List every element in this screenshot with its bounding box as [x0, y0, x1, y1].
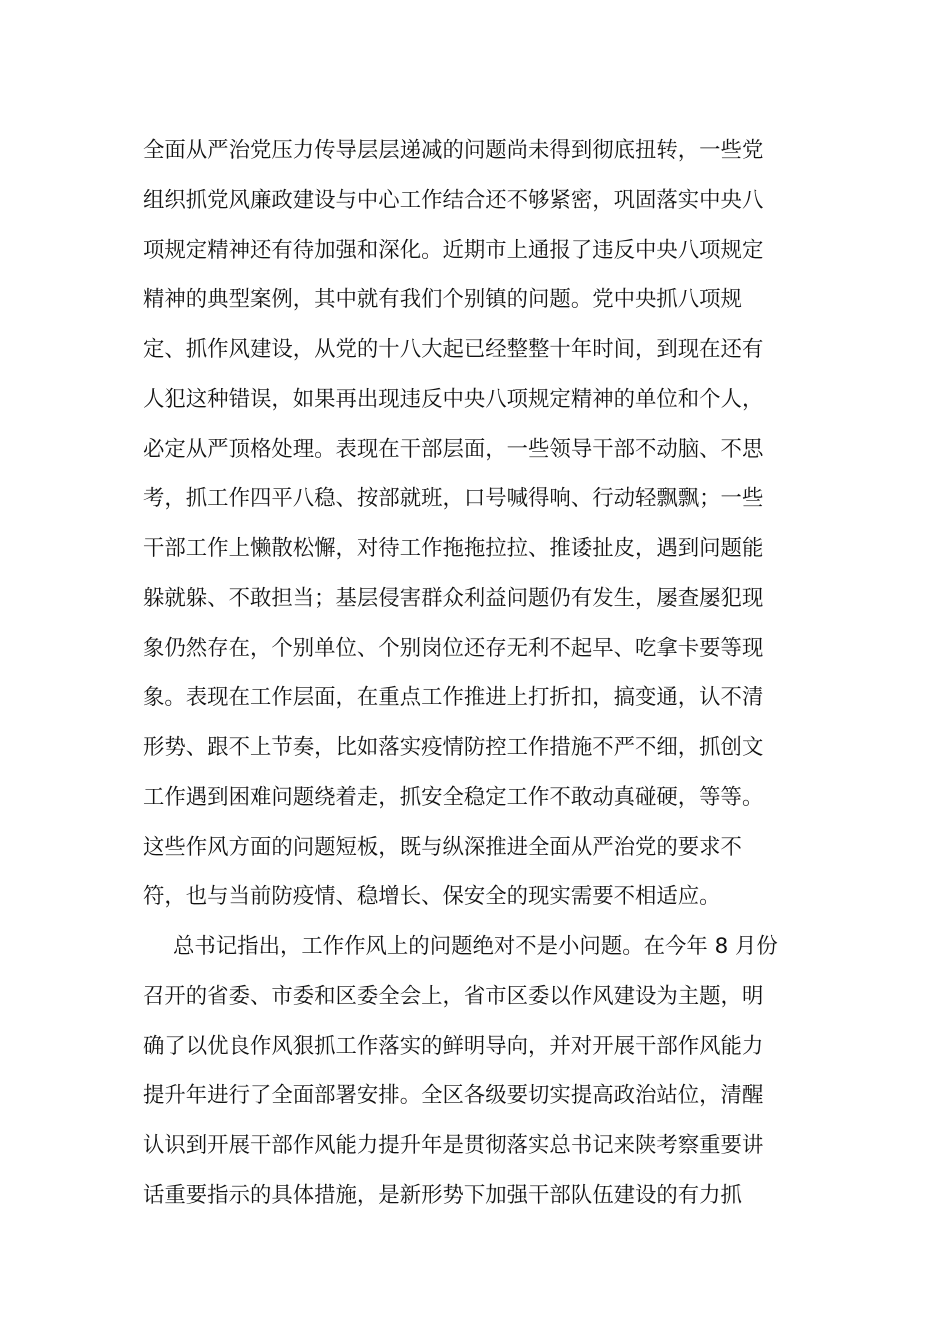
text-line: 干部工作上懒散松懈，对待工作拖拖拉拉、推诿扯皮，遇到问题能: [143, 536, 764, 561]
text-line: 符，也与当前防疫情、稳增长、保安全的现实需要不相适应。: [143, 884, 721, 910]
text-line: 召开的省委、市委和区委全会上，省市区委以作风建设为主题，明: [143, 983, 764, 1009]
text-line: 考，抓工作四平八稳、按部就班，口号喊得响、行动轻飘飘；一些: [143, 486, 764, 512]
text-line: 精神的典型案例，其中就有我们个别镇的问题。党中央抓八项规: [143, 287, 742, 313]
text-line: 象。表现在工作层面，在重点工作推进上打折扣，搞变通，认不清: [143, 685, 764, 711]
text-line: 人犯这种错误，如果再出现违反中央八项规定精神的单位和个人，: [143, 386, 764, 412]
text-line: 定、抓作风建设，从党的十八大起已经整整十年时间，到现在还有: [143, 337, 764, 362]
text-line: 组织抓党风廉政建设与中心工作结合还不够紧密，巩固落实中央八: [143, 187, 764, 213]
text-line: 项规定精神还有待加强和深化。近期市上通报了违反中央八项规定: [143, 237, 764, 263]
text-line: 必定从严顶格处理。表现在干部层面，一些领导干部不动脑、不思: [143, 436, 764, 462]
text-line: 工作遇到困难问题绕着走，抓安全稳定工作不敢动真碰硬，等等。: [143, 784, 764, 810]
text-line: 提升年进行了全面部署安排。全区各级要切实提高政治站位，清醒: [143, 1083, 764, 1109]
text-line: 确了以优良作风狠抓工作落实的鲜明导向，并对开展干部作风能力: [143, 1033, 764, 1059]
document-body: [143, 126, 807, 1221]
text-line: 这些作风方面的问题短板，既与纵深推进全面从严治党的要求不: [143, 834, 742, 860]
text-line: 形势、跟不上节奏，比如落实疫情防控工作措施不严不细，抓创文: [143, 735, 764, 760]
paragraph-start-line: 总书记指出，工作作风上的问题绝对不是小问题。在今年 8 月份: [173, 934, 778, 959]
text-line: 躲就躲、不敢担当；基层侵害群众利益问题仍有发生，屡查屡犯现: [143, 585, 764, 611]
text-line: 象仍然存在，个别单位、个别岗位还存无利不起早、吃拿卡要等现: [143, 635, 764, 661]
text-line: 全面从严治党压力传导层层递减的问题尚未得到彻底扭转，一些党: [143, 138, 764, 163]
text-line: 话重要指示的具体措施，是新形势下加强干部队伍建设的有力抓: [143, 1182, 742, 1208]
text-line: 认识到开展干部作风能力提升年是贯彻落实总书记来陕考察重要讲: [143, 1133, 764, 1158]
